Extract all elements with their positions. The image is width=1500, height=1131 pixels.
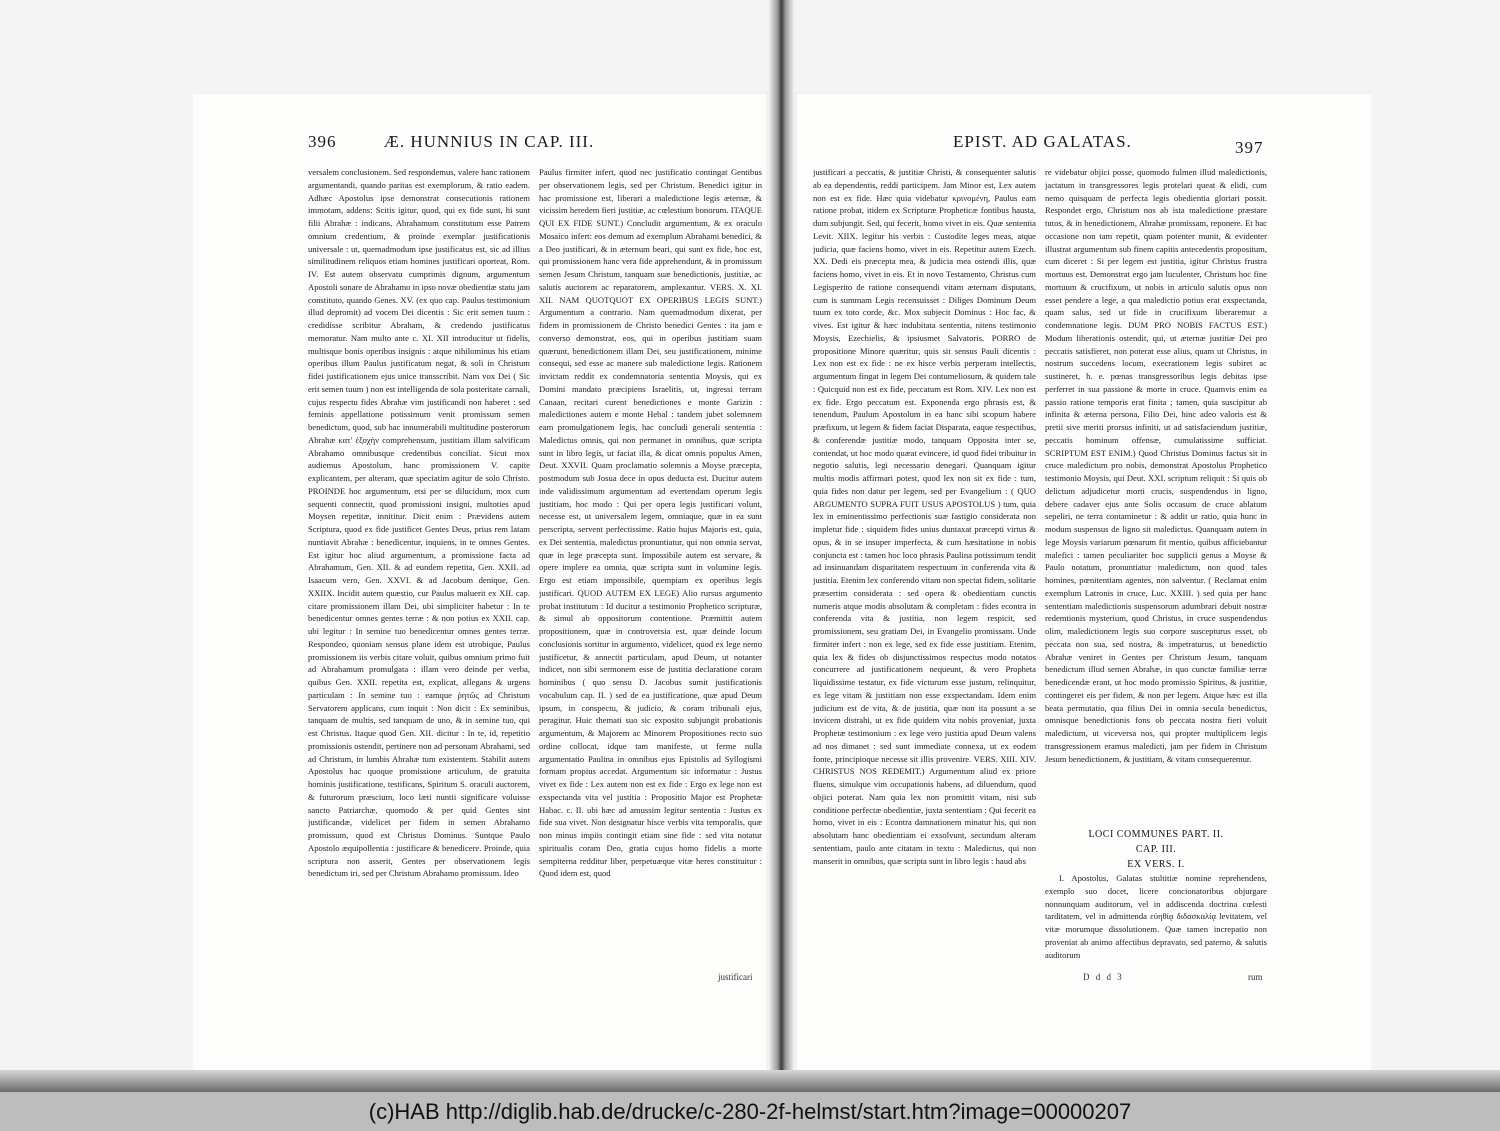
- right-column-2-text: re videbatur objici posse, quomodo fulmen illud maledictionis, jactatum in transgressores legis protelari queat & elidi, cum nemo quisquam de perfecta legis obedientia gloriari possit. Respondet ergo, Christum nos ab ista maledictione præstare tutos, & in benedictionem, Abrahæ promissam, reponere. Et hac occasione non tam repetit, quam potenter munit, & evidenter illustrat argumentum sub finem capitis antecedentis propositum, cum diceret : Si per legem est justitia, igitur Christus frustra mortuus est. Demonstrat ergo jam luculenter, Christum hoc fine mortuum & crucifixum, ut nobis in articulo salutis opus non esset pendere a lege, a qua maledictio potius erat exspectanda, quam salus, sed ut fide in crucifixum liberaremur a condemnatione legis. DUM PRO NOBIS FACTUS EST.) Modum liberationis ostendit, qui, ut æternæ justitiæ Dei pro peccatis satisfieret, non poterat esse alius, quam ut Christus, in nostrum succedens locum, execrationem legis subiret ac sustineret, h. e. pœnas transgressoribus legis debitas ipse perferret in sua passione & morte in cruce. Quamvis enim ea passio ratione temporis erat finita ; tamen, quia suscipitur ab infinita & æterna persona, Filio Dei, hinc adeo valoris est & pretii sive meriti prorsus infiniti, ut ad satisfaciendum justitiæ, peccatis hominum offensæ, cumulatissime sufficiat. SCRIPTUM EST ENIM.) Quod Christus Dominus factus sit in cruce maledictum pro nobis, demonstrat Apostolus Prophetico testimonio Moysis, qui Deut. XXI. scriptum reliquit : Si quis ob delictum adjudicetur morti crucis, suspendendus in ligno, debere cadaver ejus ante Solis occasum de cruce ablatum sepeliri, ne terra contaminetur : & addit ur ratio, quia hunc in modum suspensus de ligno sit maledictus. Quanquam autem in lege Moysis variarum pœnarum fit mentio, quibus afficiebantur malefici : tamen peculiariter hoc supplicii genus a Moyse & Paulo notatum, pronuntiatur maledictum, non quod tales homines, pœnitentiam agentes, non salventur. ( Reclamat enim exemplum Latronis in cruce, Luc. XXIII. ) sed quia per hanc sententiam maledictionis suspensorum adumbrari debuit nostræ redemtionis mysterium, quod Christus, in cruce suspendendus olim, maledictionem legis suo corpore suscepturus esset, ob peccata non sua, sed nostra, & impetraturus, ut benedictio Abrahæ veniret in Gentes per Christum Jesum, tanquam benedictum illud semen Abrahæ, in quo cunctæ familiæ terræ benedicendæ erant, ut hoc modo promissio Spiritus, & justitiæ, contingeret eis per fidem, & non per legem. Atque hæc est illa beata permutatio, qua filius Dei in omnia secula benedictus, omnisque benedictionis fons ob peccata nostra fieri voluit maledictum, ut viceversa nos, qui propter multiplicem legis transgressionem eramus maledicti, jam per fidem in Christum Jesum benedictionem, & justitiam, & vitam consequeremur.: [1045, 167, 1267, 764]
- right-running-head: EPIST. AD GALATAS.: [953, 132, 1132, 151]
- left-column-1: [308, 166, 530, 966]
- left-column-2: [539, 166, 762, 971]
- left-running-head: Æ. HUNNIUS IN CAP. III.: [383, 132, 595, 151]
- left-page: [193, 92, 770, 1082]
- copyright-footer: [0, 1092, 1500, 1131]
- section-vers: EX VERS. I.: [1127, 859, 1185, 870]
- signature-mark: D d d 3: [1083, 972, 1124, 982]
- right-page-header: [953, 132, 1264, 157]
- bottom-shadow: [0, 1070, 1500, 1092]
- left-catchword: justificari: [718, 972, 753, 982]
- left-column-1-text: versalem conclusionem. Sed respondemus, valere hanc rationem argumentandi, quando paritas est exemplorum, & ratio eadem. Adhæc Apostolus ipse demonstrat consecutionis rationem immotam, addens: Scitis igitur, quod, qui ex fide sunt, hi sunt filii Abrahæ : indicans, Abrahamum constitutum esse Patrem omnium credentium, & proinde exemplar justificationis universale : ut, quemadmodum ipse justificatus est, sic ad illius similitudinem reliquos etiam homines justificari oporteat, Rom. IV. Est autem observatu cumprimis dignum, argumentum Apostoli sonare de Abrahamo in ipso novæ obedientiæ statu jam constituto, quando Genes. XV. (ex quo cap. Paulus testimonium illud depromit) ad vocem Dei dicentis : Sic erit semen tuum : credidisse scribitur Abraham, & credendo justificatus memoratur. Nam multo ante c. XI. XII introducitur ut fidelis, multisque bonis operibus insignis : atque nihilominus his etiam operibus illum Paulus justificatum negat, & soli in Christum fidei justificationem ejus unice transscribit. Nam vox Dei ( Sic erit semen tuum ) non est intelligenda de sola posteritate carnali, cujus respectu fides Abrahæ vim justificandi non haberet : sed feminis appellatione potissimum venit promissum semen benedictum, quod, sub hac innumerabili multitudine posterorum Abrahæ κατ' ἐξοχὴν comprehensum, justitiam illam salvificam Abrahamo omnibusque credentibus conciliat. Sicut mox audiemus Apostolum, hanc promissionem V. capite explicantem, per alteram, quæ speciatim agitur de solo Christo. PROINDE hoc argumentum, etsi per se dilucidum, mox cum sequenti connectit, quod promissioni insigni, multoties apud Moysen repetitæ, innititur. Dicit enim : Prævidens autem Scriptura, quod ex fide justificet Gentes Deus, prius rem latam nuntiavit Abrahæ : benedicentur, inquiens, in te omnes Gentes. Est igitur hoc aliud argumentum, a promissione facta ad Abrahamum, Gen. XII. & ad eundem repetita, Gen. XXII. ad Isaacum vero, Gen. XXVI. & ad Jacobum denique, Gen. XXIIX. Incidit autem quæstio, cur Paulus maluerit ex XII. cap. citare promissionem illam Dei, ubi simpliciter habetur : In te benedicentur omnes gentes terræ : & non potius ex XXII. cap. ubi legitur : In semine tuo benedicentur omnes gentes terræ. Respondeo, quoniam sensus plane idem est utrobique, Paulus promissionem iis verbis citare voluit, quibus omnium primo fuit ad Abrahamum promulgata : illam vero deinde per verba, quibus Gen. XXII. repetita est, explicat, allegans & urgens particulam : In semine tuo : eamque ῥητῶς ad Christum Servatorem applicans, cum inquit : Non dicit : Ex seminibus, tanquam de multis, sed tanquam de uno, & in semine tuo, qui est Christus. Itaque quod Gen. XII. dicitur : In te, id, repetitio promissionis ostendit, pertinere non ad personam Abrahami, sed ad Christum, in lumbis Abrahæ tum existentem. Stabilit autem Apostolus hac quoque promissione articulum, de gratuita hominis justificatione, testificans, Spiritum S. oraculi auctorem, & futurorum præscium, loco læti nuntii significare voluisse sancto Patriarchæ, quomodo & per quid Gentes sint justificandæ, videlicet per fidem in semen Abrahamo promissum, quod est Christus Dominus. Suntque Paulo Apostolo æquipollentia : justificare & benedicere. Proinde, quia scriptura non asserit, Gentes per observationem legis benedictum iri, sed per Christum Abrahamo promissum. Ideo: [308, 167, 530, 879]
- right-column-2-loci-text: I. Apostolus, Galatas stultitiæ nomine reprehendens, exemplo suo docet, licere concionatoribus objurgare nonnunquam auditorum, vel in addiscenda doctrina cœlesti tarditatem, vel in admittenda εὐηθίᾳ διδασκαλίᾳ levitatem, vel vitæ morumque dissolutionem. Quæ tamen increpatio non proveniat ab animo affectibus depravato, sed paterno, & salutis auditorum: [1045, 873, 1267, 960]
- right-catchword: rum: [1248, 972, 1263, 982]
- right-column-1: [813, 166, 1036, 974]
- book-gutter: [768, 0, 795, 1092]
- section-cap: CAP. III.: [1135, 844, 1177, 855]
- left-page-header: [308, 132, 594, 152]
- left-page-number: 396: [308, 132, 337, 151]
- right-page: [793, 92, 1371, 1082]
- left-column-2-text: Paulus firmiter infert, quod nec justificatio contingat Gentibus per observationem legis, sed per Christum. Benedici igitur in hac promissione est, liberari a maledictione legis æternæ, & vicissim heredem fieri justitiæ, ac cœlestium bonorum. ITAQUE QUI EX FIDE SUNT.) Concludit argumentum, & ex oraculo Mosaico infert: eos demum ad exemplum Abrahami benedici, & a Deo justificari, & in æternum beari, qui sunt ex fide, hoc est, qui promissionem hanc vera fide apprehendunt, & in promissum semen Jesum Christum, tanquam suæ benedictionis, justitiæ, ac salutis auctorem ac reparatorem, amplexantur. VERS. X. XI. XII. NAM QUOTQUOT EX OPERIBUS LEGIS SUNT.) Argumentum a contrario. Nam quemadmodum dixerat, per fidem in promissionem de Christo benedici Gentes : ita jam e converso demonstrat, eos, qui in operibus justitiam suam quærunt, benedictionem illam Dei, seu justificationem, minime consequi, sed esse ac manere sub maledictione legis. Rationem invictam reddit ex condemnatoria sententia Moysis, qui ex Domini mandato præcipiens Israelitis, ut, ingressi terram Canaan, recitari curent benedictiones e monte Garizin : maledictiones autem e monte Hebal : tandem jubet solemnem eam promulgationem legis, hac concludi generali sententia : Maledictus omnis, qui non permanet in omnibus, quæ scripta sunt in libro legis, ut faciat illa, & dicat omnis populus Amen, Deut. XXVII. Quam proclamatio solemnis a Moyse præcepta, postmodum sub Josua dece in opus deducta est. Ducitur autem inde validissimum argumentum ad evertendam operum legis justitiam, hoc modo : Qui per opera legis justificari volunt, necesse est, ut universalem legem, omniaque, quæ in ea sunt perscripta, servent perfectissime. Ratio hujus Majoris est, quia, ex Dei sententia, maledictus pronuntiatur, qui non omnia servat, quæ in lege præcepta sunt. Impossibile autem est servare, & opere implere ea omnia, quæ scripta sunt in volumine legis. Ergo est etiam impossibile, quempiam ex operibus legis justificari. QUOD AUTEM EX LEGE) Alio rursus argumento probat institutum : Id ducitur a testimonio Prophetico scripturæ, & simul ab oppositorum contentione. Præmittit autem propositionem, quæ in controversia est, quæ deinde locum conclusionis sortitur in argumento, videlicet, quod ex lege nemo justificetur, & annectit particulam, apud Deum, ut notanter indicet, non sibi sermonem esse de justitia declaratione coram hominibus ( quo sensu D. Jacobus sumit justificationis vocabulum cap. II. ) sed de ea justificatione, quæ apud Deum ipsum, in conspectu, & judicio, & coram tribunali ejus, peragitur. Huic themati suo sic exposito subjungit probationis argumentum, & Majorem ac Minorem Propositiones recto suo ordine collocat, idque tam manifeste, ut ferme nulla argumentatio Paulina in omnibus ejus Epistolis ad Syllogismi formam propius accedat. Argumentum sic informatur : Justus vivet ex fide : Lex autem non est ex fide : Ergo ex lege non est exspectanda vita vel justitia : Propositio Major est Prophetæ Habac. c. II. ubi hæc ad amussim legitur sententia : Justus ex fide sua vivet. Non designatur hisce verbis vita temporalis, quæ non minus impiis contingit etiam sine fide : sed vita notatur spiritualis coram Deo, gratia cujus homo fidelis a morte sempiterna redditur liber, perpetuæque vitæ heres constituitur : Quod idem est, quod: [539, 167, 762, 879]
- right-column-2: [1045, 166, 1267, 974]
- section-title: LOCI COMMUNES PART. II.: [1088, 829, 1224, 840]
- copyright-url-text: (c)HAB http://diglib.hab.de/drucke/c-280-2f-helmst/start.htm?image=00000207: [368, 1099, 1132, 1124]
- right-column-1-text: justificari a peccatis, & justitiæ Christi, & consequenter salutis ab ea dependentis, reddi participem. Jam Minor est, Lex autem non est ex fide. Hæc quia videbatur κρινομένη, Paulus eam ratione probat, itidem ex Scripturæ Propheticæ fontibus hausta, dum subjungit. Sed, qui fecerit, homo vivet in eis. Quæ sententia Levit. XIIX. legitur his verbis : Custodite leges meas, atque judicia, quæ faciens homo, vivet in eis. Repetitur autem Ezech. XX. Dedi eis præcepta mea, & judicia mea ostendi illis, quæ faciens homo, vivet in eis. Et in novo Testamento, Christus cum Legisperito de ratione consequendi vitam æternam disputans, cum is summam Legis recensuisset : Diliges Dominum Deum tuum ex toto corde, &c. Mox subjecit Dominus : Hoc fac, & vives. Est igitur & hæc indubitata sententia, nitens testimonio Moysis, Ezechielis, & ipsiusmet Salvatoris. PORRO de propositione Minore quæritur, quis sit sensus Pauli dicentis : Lex non est ex fide : ne ex hisce verbis perperam intellectis, argumentum fingat in legem Dei contumeliosum, & quidem tale : Quicquid non est ex fide, peccatum est Rom. XIV. Lex non est ex fide. Ergo peccatum est. Exponenda ergo phrasis est, & tenendum, Paulum Apostolum in ea hanc sibi scopum habere præfixum, ut legem & fidem faciat Disparata, eaque respectibus, & conferendæ justitiæ modo, tanquam Opposita inter se, contendat, ut hoc modo quæat evincere, id quod fidei tribuitur in negotio salutis, legi necessario denegari. Quanquam igitur multis modis affirmari potest, quod lex non sit ex fide : tum, quia fides non datur per legem, sed per Evangelium : ( QUO ARGUMENTO SUPRA FUIT USUS APOSTOLUS ) tum, quia lex in eminentissimo perfectionis suæ fastigio considerata non impletur fide : siquidem fides unius duntaxat præcepti virtus & opus, & in se insuper imperfecta, & cum hæsitatione in nobis conjuncta est : tamen hoc loco phrasis Paulina potissimum tendit ad insinuandam disparitatem respectuum in conferenda vita & justitia. Etenim lex conferendo vitam non spectat fidem, solitarie præsertim considerata : sed opera & obedientiam cunctis numeris atque modis absolutam & completam : fides econtra in conferenda vita & justitia, non legem respicit, sed promissionem, seu gratiam Dei, in Evangelio promissam. Unde firmiter infert : non ex lege, sed ex fide esse justitiam. Etenim, quia lex & fides ob disjunctissimos respectus modo notatos concurrere ad justificationem nequeunt, & vero Propheta liquidissime testatur, ex fide victurum esse justum, relinquitur, ex lege vitam & justitiam non esse exspectandam. Idem enim judicium est de vita, & de justitia, quæ non ita possunt a se invicem distrahi, ut ex fide quidem vita nobis proveniat, juxta Prophetæ testimonium : ex lege vero justitia apud Deum valens ad nos dimanet : sed sunt immediate connexa, ut ex eodem fonte, principioque necesse sit illis provenire. VERS. XIII. XIV. CHRISTUS NOS REDEMIT.) Argumentum aliud ex priore fluens, simulque vim occupationis habens, ad diluendum, quod objici poterat. Nam quia lex non promittit vitam, nisi sub conditione perfectæ obedientiæ, juxta sententiam : Qui fecerit ea homo, vivet in eis : Econtra damnationem minatur his, qui non absolutam hanc obedientiam ei exsolvunt, secundum alteram sententiam, paulo ante citatam in textu : Maledictus, qui non manserit in omnibus, quæ scripta sunt in libro legis : haud abs: [813, 167, 1036, 866]
- right-page-number: 397: [1235, 138, 1264, 157]
